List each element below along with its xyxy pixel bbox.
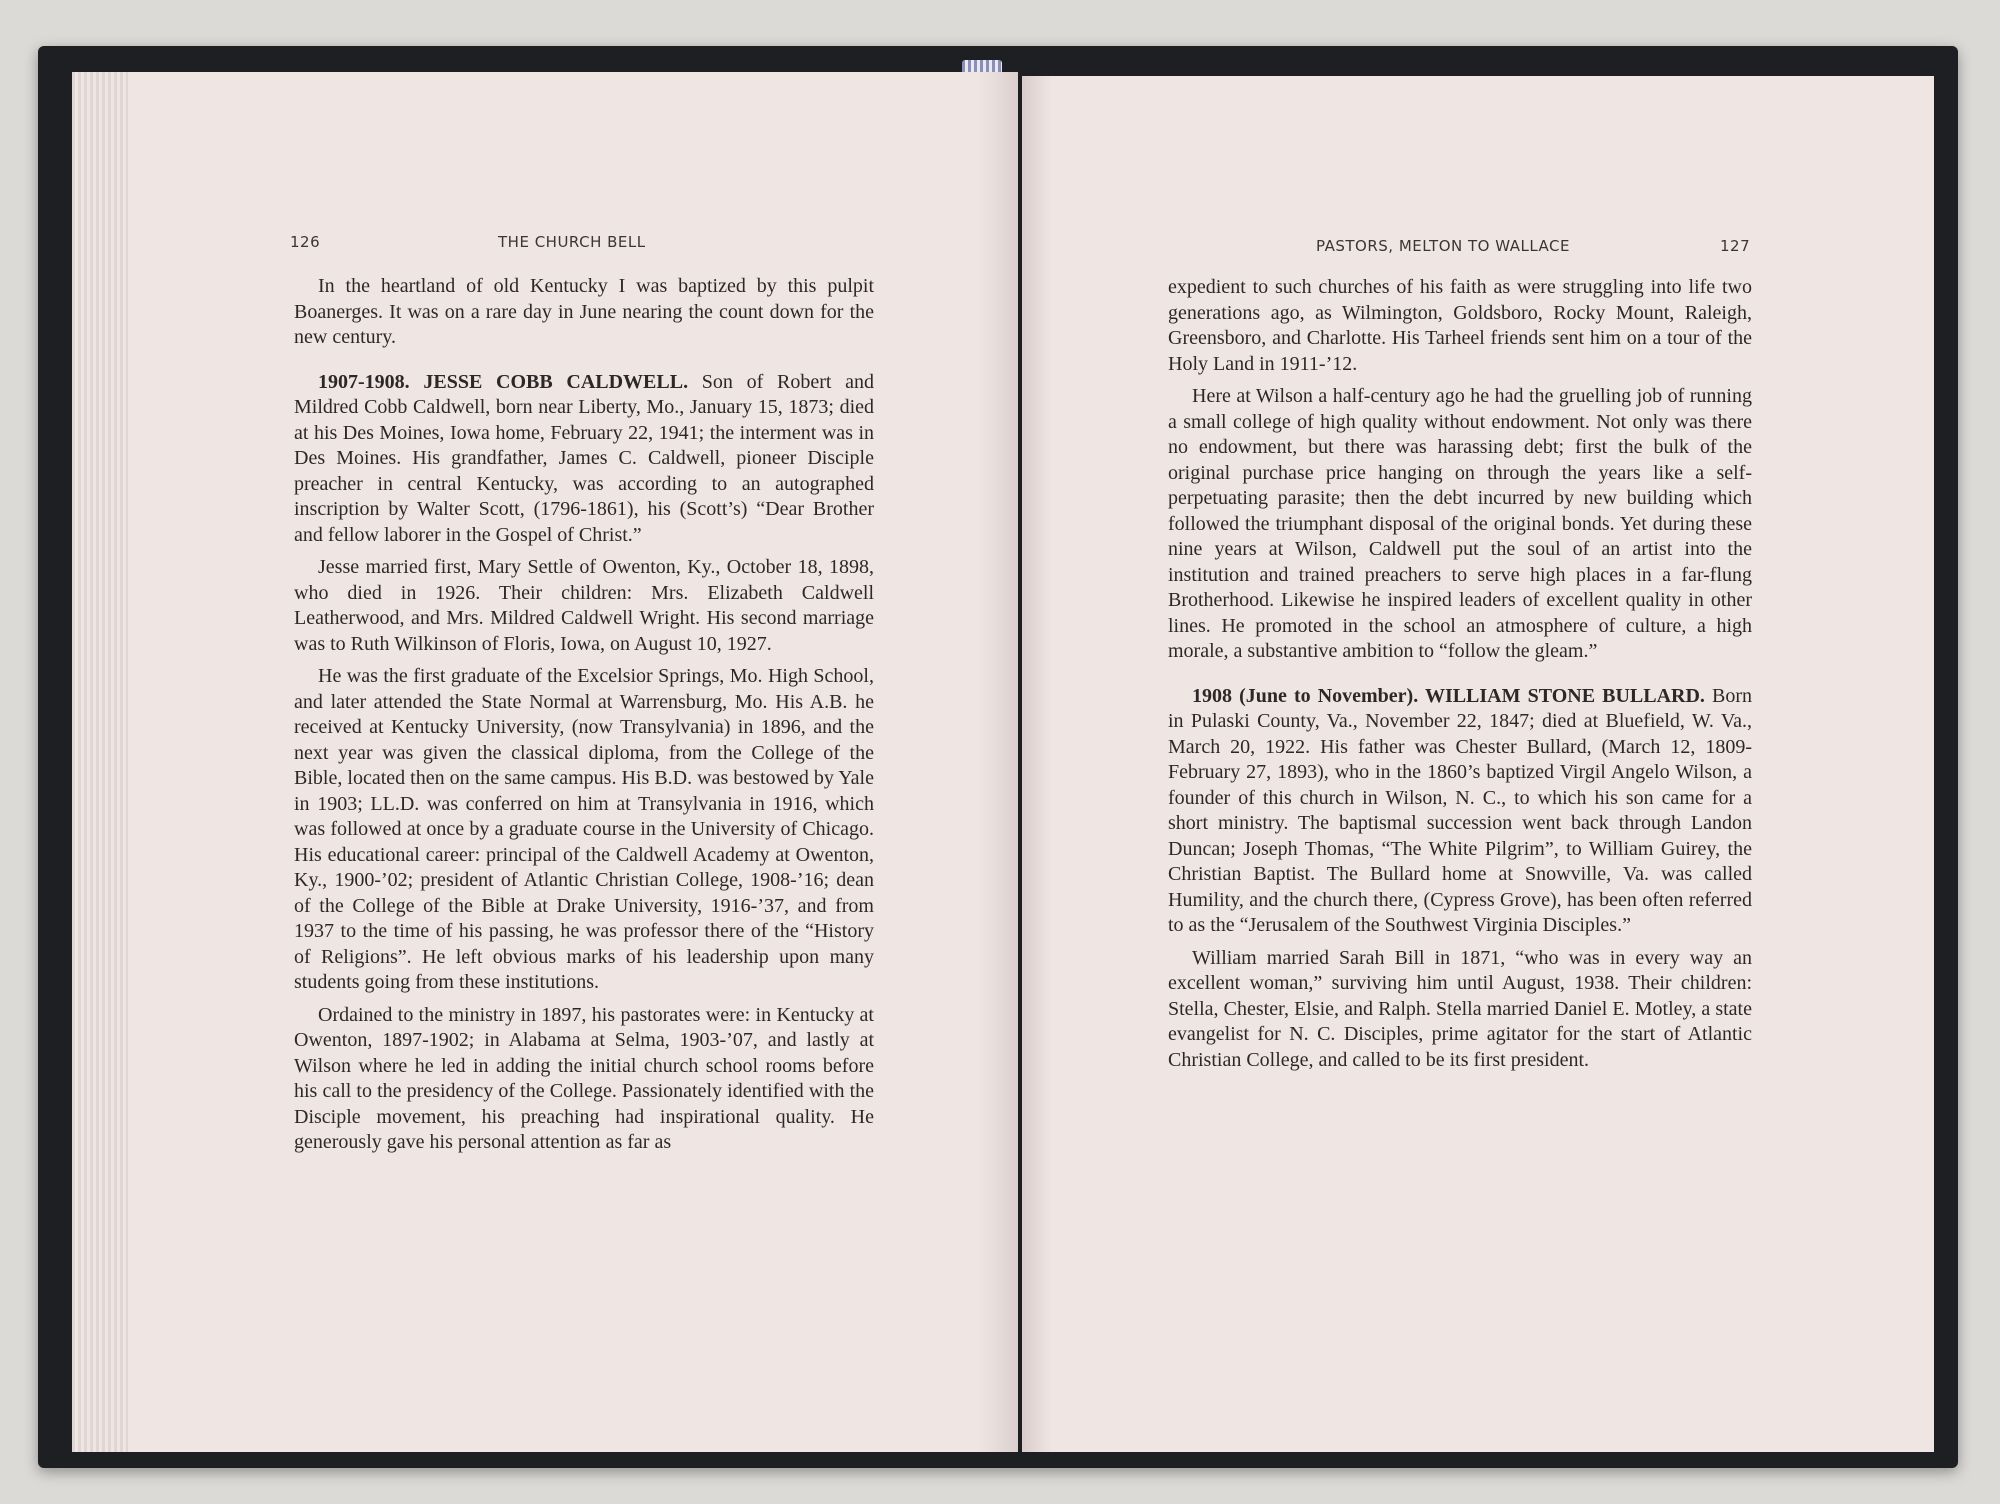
paragraph-text: Born in Pulaski County, Va., November 22, 1847; died at Bluefield, W. Va., March 20, 1922. His father was Chester Bullard, (March 12, 1809-February 27, 1893), who in the 1860’s baptized Virgil Angelo Wilson, a founder of this church in Wilson, N. C., to which his son came for a short ministry. The baptismal succession went back through Landon Duncan; Joseph Thomas, “The White Pilgrim”, to William Guirey, the Christian Baptist. The Bullard home at Snowville, Va. was called Humility, and the church there, (Cypress Grove), has been often referred to as the “Jerusalem of the Southwest Virginia Disciples.” [1168, 684, 1753, 936]
gutter-shadow [1022, 76, 1052, 1452]
entry-heading: 1908 (June to November). WILLIAM STONE BULLARD. [1192, 684, 1705, 707]
right-page-number: 127 [1720, 237, 1751, 255]
right-running-title: PASTORS, MELTON TO WALLACE [1316, 237, 1571, 255]
paragraph: expedient to such churches of his faith as were struggling into life two generations ago, as Wilmington, Goldsboro, Rocky Mount, Raleigh, Greensboro, and Charlotte. His Tarheel friends sent him on a tour of the Holy Land in 1911-’12. [1168, 276, 1752, 375]
paragraph: Ordained to the ministry in 1897, his pastorates were: in Kentucky at Owenton, 1897-1902; in Alabama at Selma, 1903-’07, and lastly at Wilson where he led in adding the initial church school rooms before his call to the presidency of the College. Passionately identified with the Disciple movement, his preaching had inspirational quality. He generously gave his personal attention as far as [294, 1003, 874, 1153]
paragraph: Here at Wilson a half-century ago he had the gruelling job of running a small college of high quality without endowment. Not only was there no endowment, but there was harassing debt; first the bulk of the original purchase price hanging on through the years like a self-perpetuating parasite; then the debt incurred by new building which followed the triumphant disposal of the original bonds. Yet during these nine years at Wilson, Caldwell put the soul of an artist into the institution and trained preachers to serve high places in a far-flung Brotherhood. Likewise he inspired leaders of excellent quality in other lines. He promoted in the school an atmosphere of culture, a high morale, a substantive ambition to “follow the gleam.” [1168, 385, 1752, 662]
right-text-block [1168, 275, 1752, 1080]
entry-paragraph [1168, 684, 1752, 939]
left-page [72, 72, 1018, 1452]
paragraph-text: Son of Robert and Mildred Cobb Caldwell, born near Liberty, Mo., January 15, 1873; died at his Des Moines, Iowa home, February 22, 1941; the interment was in Des Moines. His grandfather, James C. Caldwell, pioneer Disciple preacher in central Kentucky, was according to an autographed inscription by Walter Scott, (1796-1861), his (Scott’s) “Dear Brother and fellow laborer in the Gospel of Christ.” [294, 370, 875, 546]
paragraph: William married Sarah Bill in 1871, “who was in every way an excellent woman,” surviving him until August, 1938. Their children: Stella, Chester, Elsie, and Ralph. Stella married Daniel E. Motley, a state evangelist for N. C. Disciples, prime agitator for the start of Atlantic Christian College, and called to be its first president. [1168, 946, 1752, 1071]
paragraph: Jesse married first, Mary Settle of Owenton, Ky., October 18, 1898, who died in 1926. Their children: Mrs. Elizabeth Caldwell Leatherwood, and Mrs. Mildred Caldwell Wright. His second marriage was to Ruth Wilkinson of Floris, Iowa, on August 10, 1927. [294, 556, 874, 655]
paragraph: In the heartland of old Kentucky I was baptized by this pulpit Boanerges. It was on a rare day in June nearing the count down for the new century. [294, 275, 874, 348]
left-page-number: 126 [290, 233, 321, 251]
entry-paragraph [294, 370, 874, 549]
left-running-title: THE CHURCH BELL [498, 233, 646, 251]
left-text-block [294, 274, 874, 1163]
entry-heading: 1907-1908. JESSE COBB CALDWELL. [318, 370, 689, 393]
paragraph: He was the first graduate of the Excelsior Springs, Mo. High School, and later attended the State Normal at Warrensburg, Mo. His A.B. he received at Kentucky University, (now Transylvania) in 1896, and the next year was given the classical diploma, from the College of the Bible, located then on the same campus. His B.D. was bestowed by Yale in 1903; LL.D. was conferred on him at Transylvania in 1916, which was followed at once by a graduate course in the University of Chicago. His educational career: principal of the Caldwell Academy at Owenton, Ky., 1900-’02; president of Atlantic Christian College, 1908-’16; dean of the College of the Bible at Drake University, 1916-’37, and from 1937 to the time of his passing, he was professor there of the “History of Religions”. He left obvious marks of his leadership upon many students going from these institutions. [294, 665, 874, 993]
right-page [1022, 76, 1934, 1452]
gutter-shadow [978, 72, 1018, 1452]
page-edges [72, 72, 128, 1452]
